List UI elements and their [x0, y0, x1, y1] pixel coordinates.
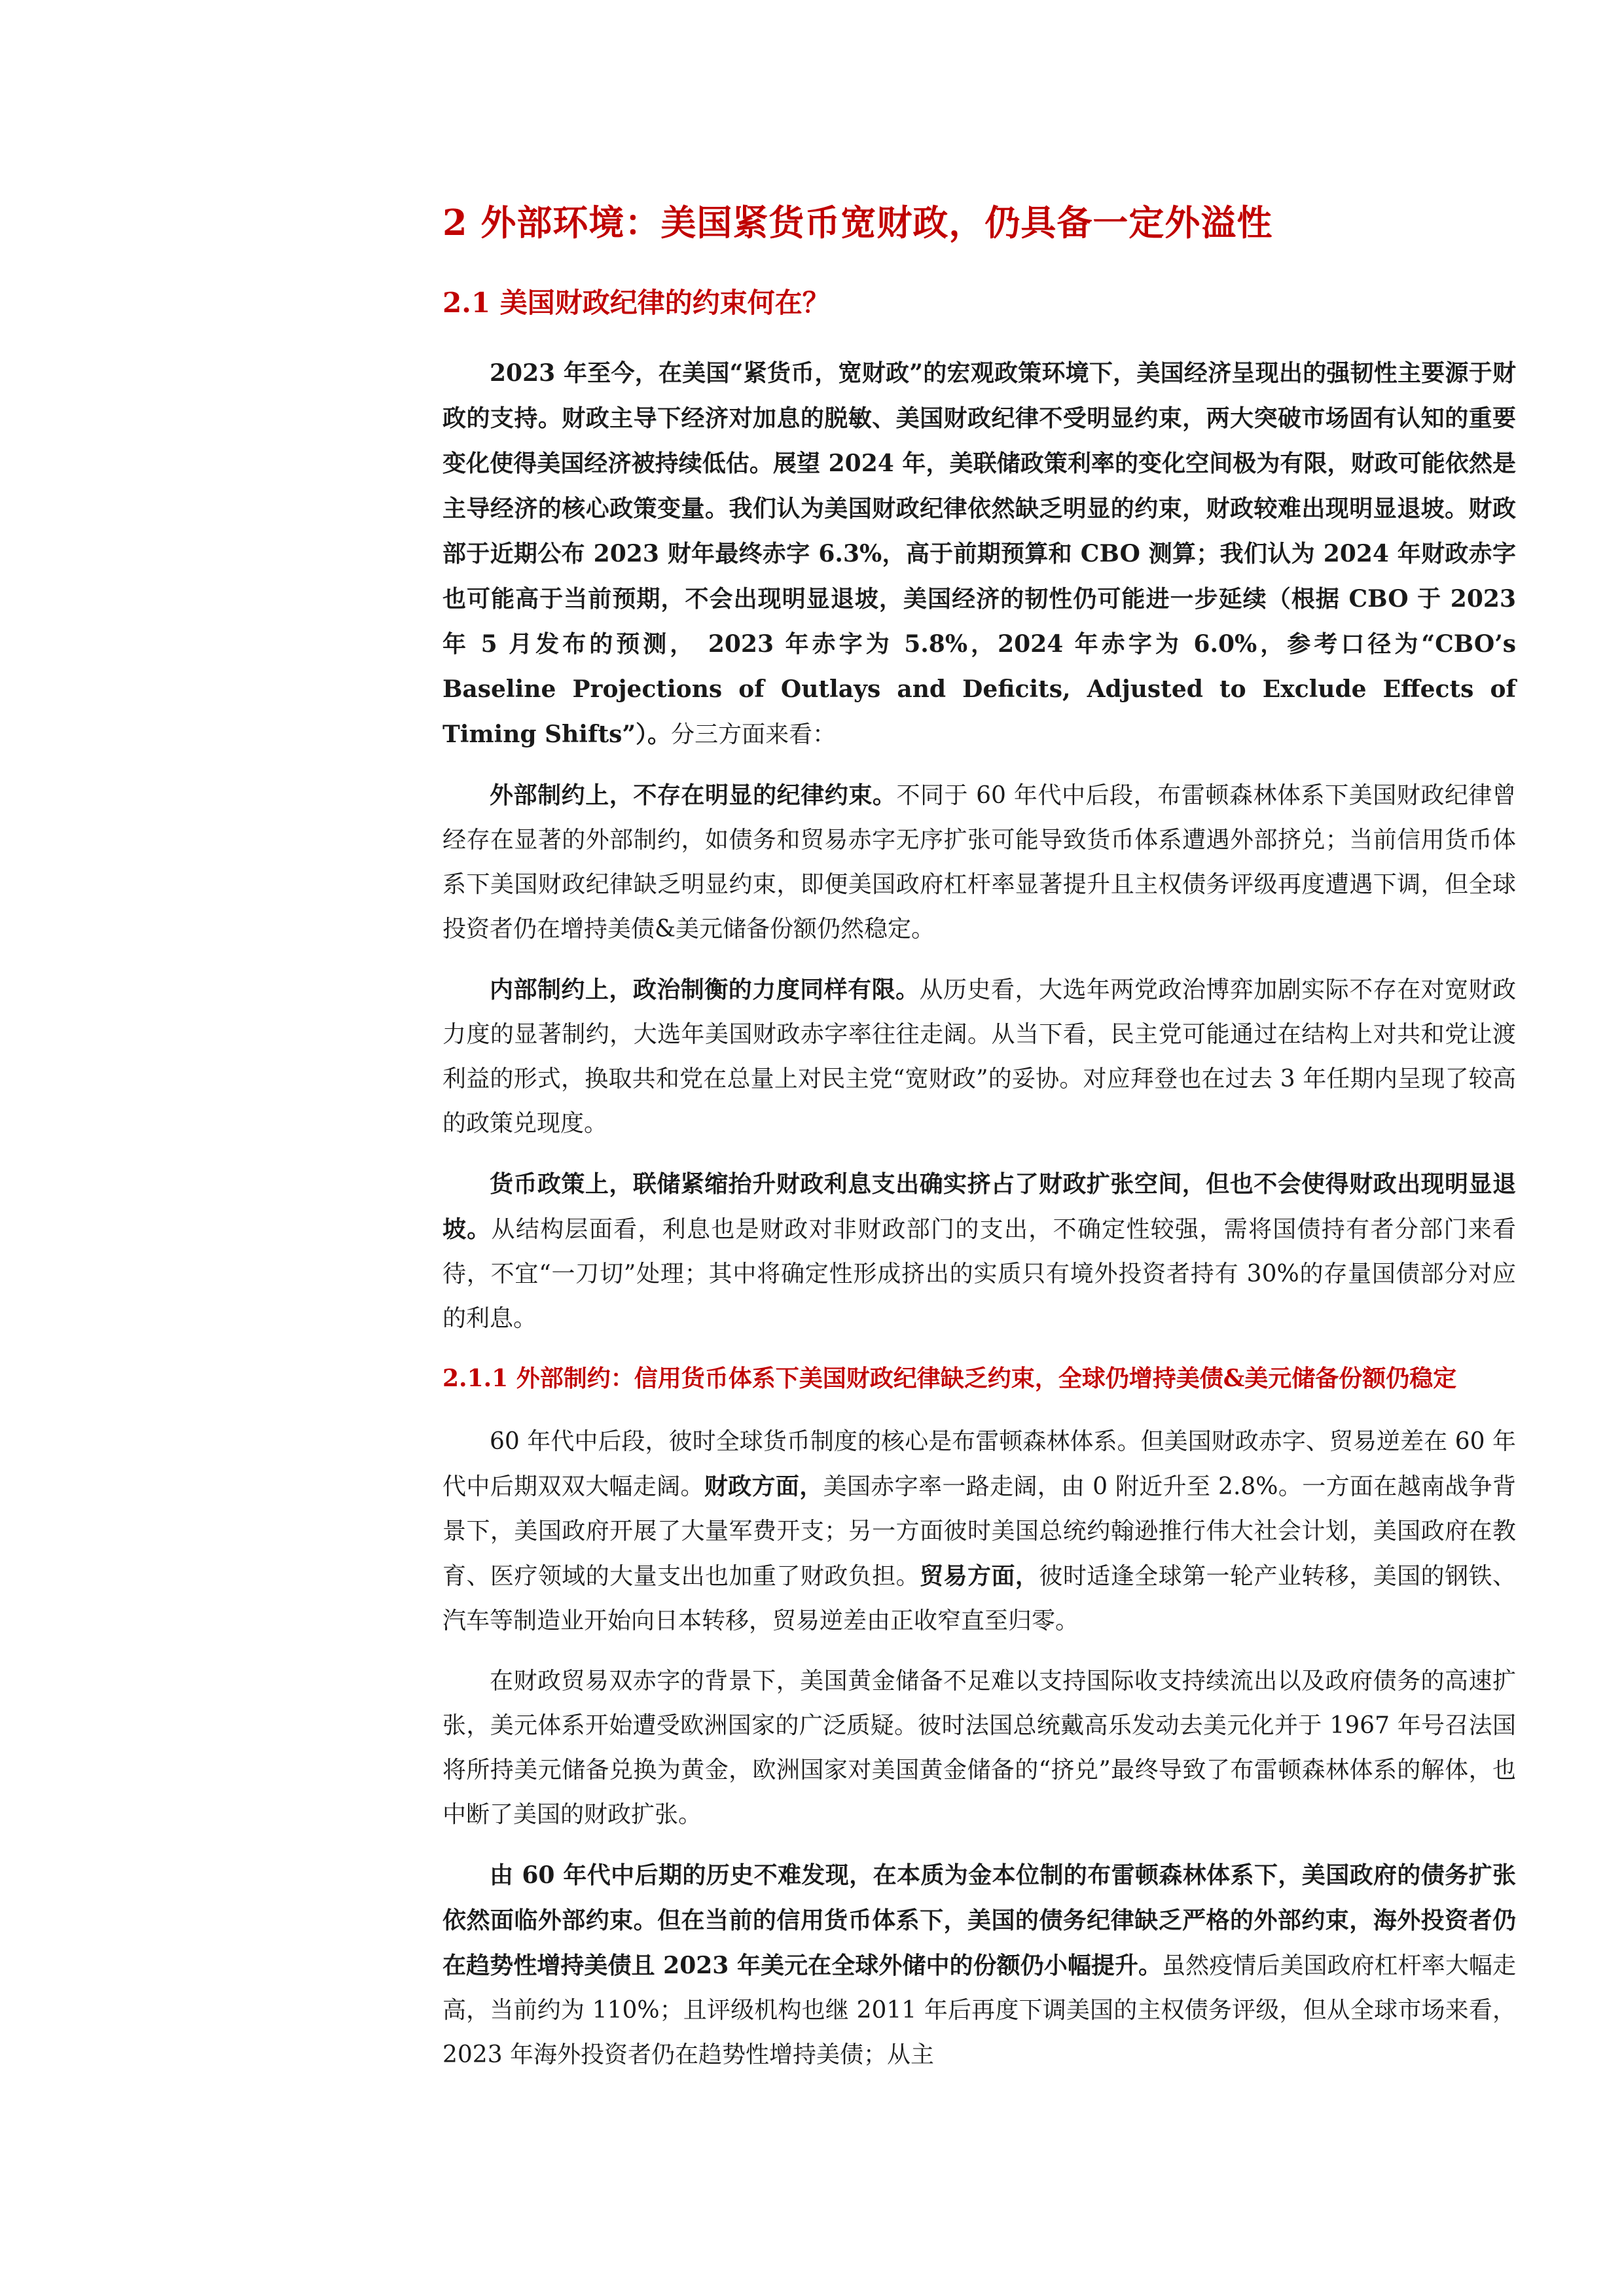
paragraph-credit-currency: [442, 1853, 1516, 2077]
paragraph-external-constraint: [442, 773, 1516, 952]
paragraph-intro: [442, 351, 1516, 757]
paragraph-bretton-woods-fiscal-label: 财政方面，: [704, 1473, 823, 1500]
paragraph-bretton-woods-c: 美国赤字率一路走阔，由 0 附近升至 2.8%。一方面在越南战争背景下，美国政府开展了大量军费开支；另一方面彼时美国总统约翰逊推行伟大社会计划，美国政府在教育、医疗领域的大量支出也加重了财政负担。: [442, 1473, 1516, 1590]
subsection-title: 2.1 美国财政纪律的约束何在？: [442, 287, 830, 319]
paragraph-monetary-policy-lead: 货币政策上，联储紧缩抬升财政利息支出确实挤占了财政扩张空间，但也不会使得财政出现明显退坡。: [442, 1170, 1516, 1243]
paragraph-monetary-policy-body: 从结构层面看，利息也是财政对非财政部门的支出，不确定性较强，需将国债持有者分部门来看待，不宜“一刀切”处理；其中将确定性形成挤出的实质只有境外投资者持有 30%的存量国债部分对应的利息。: [442, 1216, 1516, 1332]
paragraph-bretton-woods: [442, 1420, 1516, 1643]
paragraph-bretton-woods-a: 60 年代中后段，彼时全球货币制度的核心是布雷顿森林体系。但美国财政赤字、贸易逆差在 60 年代中后期双双大幅走阔。: [442, 1428, 1516, 1500]
paragraph-intro-tail: 分三方面来看：: [671, 721, 837, 748]
paragraph-credit-currency-body: 虽然疫情后美国政府杠杆率大幅走高，当前约为 110%；且评级机构也继 2011 年后再度下调美国的主权债务评级，但从全球市场来看，2023 年海外投资者仍在趋势性增持美债；从主: [442, 1952, 1516, 2068]
paragraph-bretton-woods-trade-label: 贸易方面，: [920, 1562, 1039, 1590]
paragraph-intro-bold: 2023 年至今，在美国“紧货币，宽财政”的宏观政策环境下，美国经济呈现出的强韧性主要源于财政的支持。财政主导下经济对加息的脱敏、美国财政纪律不受明显约束，两大突破市场固有认知的重要变化使得美国经济被持续低估。展望 2024 年，美联储政策利率的变化空间极为有限，财政可能依然是主导经济的核心政策变量。我们认为美国财政纪律依然缺乏明显的约束，财政较难出现明显退坡。财政部于近期公布 2023 财年最终赤字 6.3%，高于前期预算和 CBO 测算；我们认为 2024 年财政赤字也可能高于当前预期，不会出现明显退坡，美国经济的韧性仍可能进一步延续（根据 CBO 于 2023 年 5 月发布的预测， 2023 年赤字为 5.8%，2024 年赤字为 6.0%，参考口径为“CBO’s Baseline Projections of Outlays and Deficits, Adjusted to Exclude Effects of Timing Shifts”）。: [442, 359, 1516, 748]
section-title: 2 外部环境：美国紧货币宽财政，仍具备一定外溢性: [442, 202, 1273, 243]
paragraph-external-constraint-body: 不同于 60 年代中后段，布雷顿森林体系下美国财政纪律曾经存在显著的外部制约，如债务和贸易赤字无序扩张可能导致货币体系遭遇外部挤兑；当前信用货币体系下美国财政纪律缺乏明显约束，即便美国政府杠杆率显著提升且主权债务评级再度遭遇下调，但全球投资者仍在增持美债&美元储备份额仍然稳定。: [442, 782, 1516, 942]
paragraph-bretton-woods-d: 彼时适逢全球第一轮产业转移，美国的钢铁、汽车等制造业开始向日本转移，贸易逆差由正收窄直至归零。: [442, 1563, 1516, 1634]
paragraph-credit-currency-lead: 由 60 年代中后期的历史不难发现，在本质为金本位制的布雷顿森林体系下，美国政府的债务扩张依然面临外部约束。但在当前的信用货币体系下，美国的债务纪律缺乏严格的外部约束，海外投资者仍在趋势性增持美债且 2023 年美元在全球外储中的份额仍小幅提升。: [442, 1861, 1516, 1979]
paragraph-internal-constraint-lead: 内部制约上，政治制衡的力度同样有限。: [490, 976, 920, 1003]
subsubsection-title: 2.1.1 外部制约：信用货币体系下美国财政纪律缺乏约束，全球仍增持美债&美元储备份额仍稳定: [442, 1365, 1457, 1392]
paragraph-external-constraint-lead: 外部制约上，不存在明显的纪律约束。: [490, 781, 897, 809]
paragraph-monetary-policy: [442, 1162, 1516, 1341]
page-body: [442, 196, 1516, 2093]
paragraph-internal-constraint-body: 从历史看，大选年两党政治博弈加剧实际不存在对宽财政力度的显著制约，大选年美国财政赤字率往往走阔。从当下看，民主党可能通过在结构上对共和党让渡利益的形式，换取共和党在总量上对民主党“宽财政”的妥协。对应拜登也在过去 3 年任期内呈现了较高的政策兑现度。: [442, 977, 1516, 1137]
paragraph-internal-constraint: [442, 967, 1516, 1146]
paragraph-twin-deficit: 在财政贸易双赤字的背景下，美国黄金储备不足难以支持国际收支持续流出以及政府债务的高速扩张，美元体系开始遭受欧洲国家的广泛质疑。彼时法国总统戴高乐发动去美元化并于 1967 年号召法国将所持美元储备兑换为黄金，欧洲国家对美国黄金储备的“挤兑”最终导致了布雷顿森林体系的解体，也中断了美国的财政扩张。: [442, 1668, 1516, 1828]
